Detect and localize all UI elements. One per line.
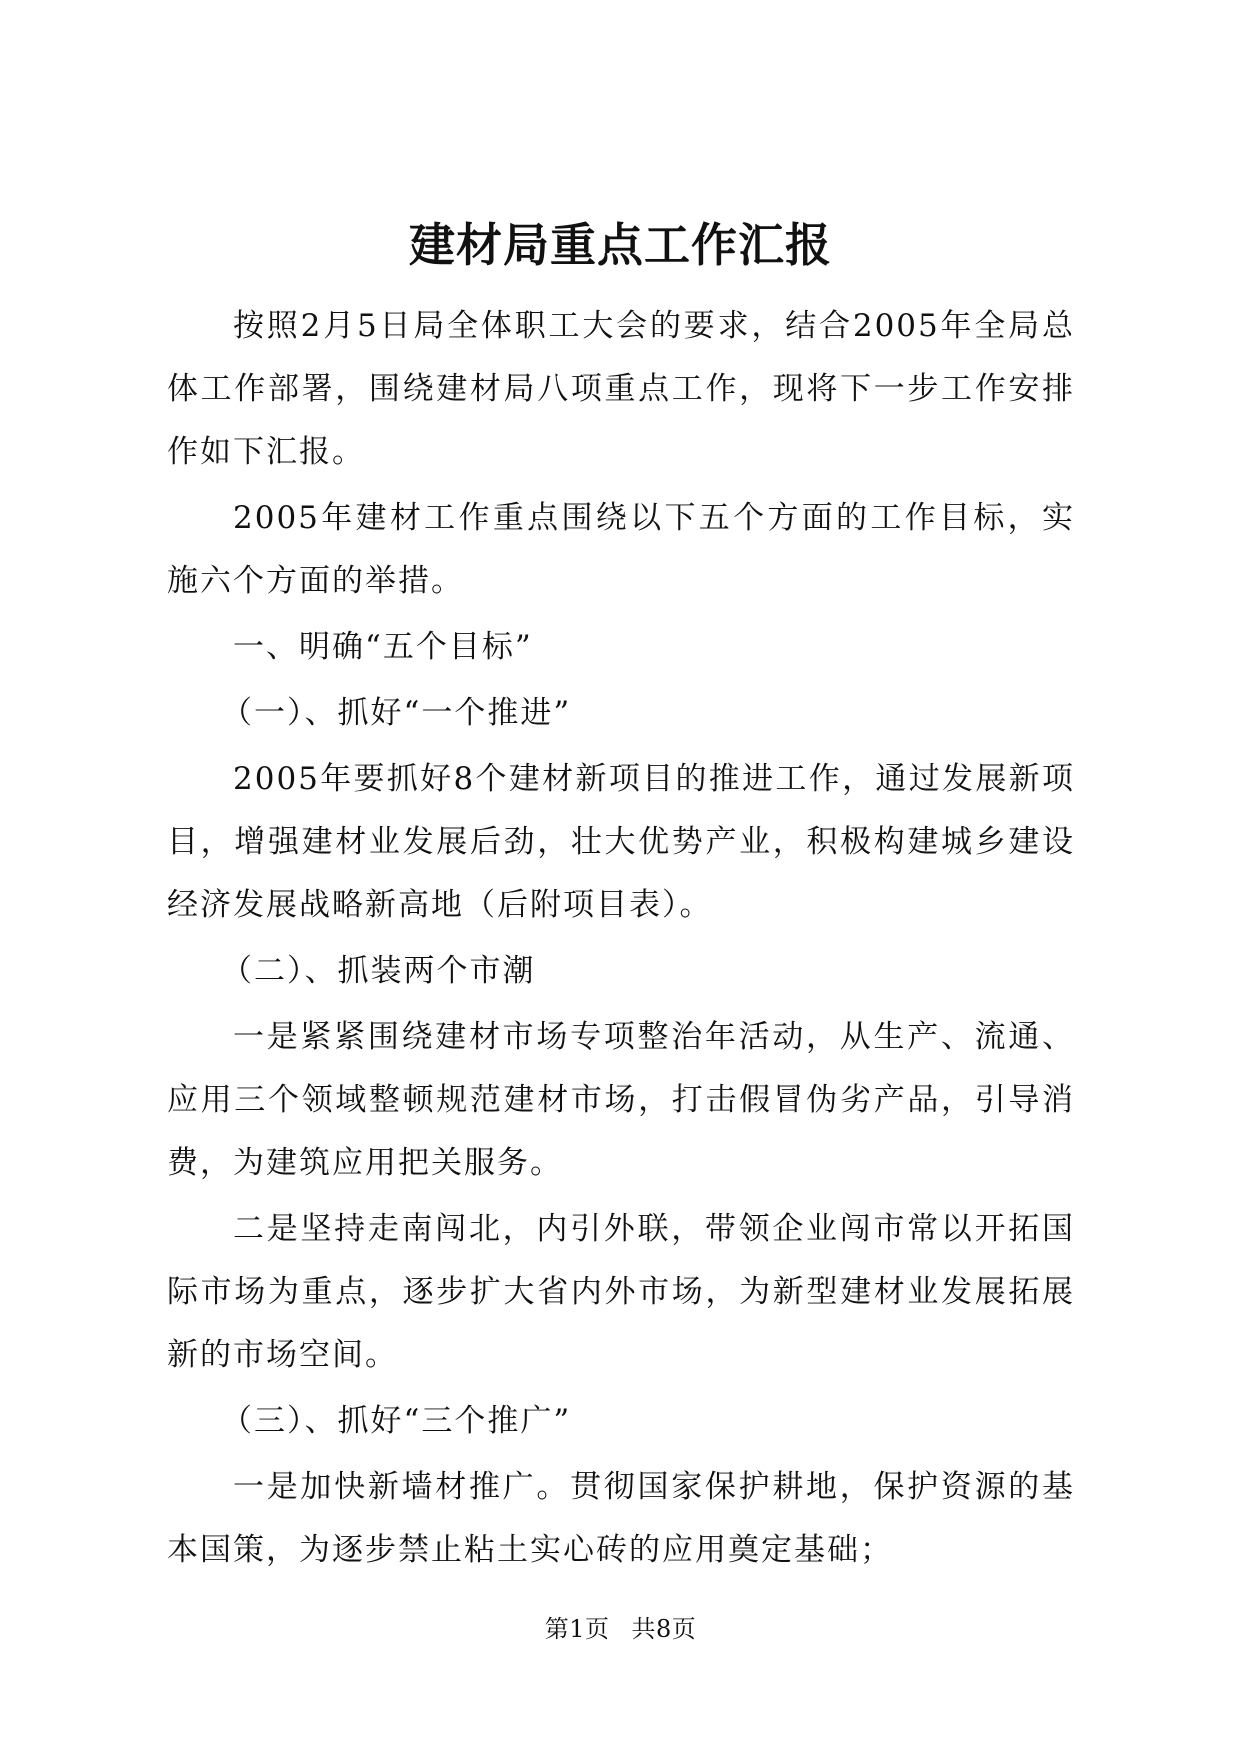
subsection-heading-2: （二）、抓装两个市潮 bbox=[221, 953, 536, 989]
page-number: 第1页 bbox=[544, 1615, 610, 1643]
page-total: 共8页 bbox=[631, 1615, 697, 1643]
subsection-heading-3: （三）、抓好“三个推广” bbox=[221, 1403, 572, 1439]
paragraph-overview: 2005年建材工作重点围绕以下五个方面的工作目标，实施六个方面的举措。 bbox=[167, 500, 1075, 599]
paragraph-promotion-1: 一是加快新墙材推广。贯彻国家保护耕地，保护资源的基本国策，为逐步禁止粘土实心砖的应用奠定基础； bbox=[167, 1469, 1075, 1568]
page-footer bbox=[0, 1614, 1241, 1644]
paragraph-market-2: 二是坚持走南闯北，内引外联，带领企业闯市常以开拓国际市场为重点，逐步扩大省内外市场，为新型建材业发展拓展新的市场空间。 bbox=[167, 1211, 1075, 1373]
section-heading-1: 一、明确“五个目标” bbox=[233, 629, 533, 665]
paragraph-projects: 2005年要抓好8个建材新项目的推进工作，通过发展新项目，增强建材业发展后劲，壮大优势产业，积极构建城乡建设经济发展战略新高地（后附项目表）。 bbox=[167, 761, 1075, 923]
paragraph-intro: 按照2月5日局全体职工大会的要求，结合2005年全局总体工作部署，围绕建材局八项重点工作，现将下一步工作安排作如下汇报。 bbox=[167, 308, 1075, 470]
paragraph-market-1: 一是紧紧围绕建材市场专项整治年活动，从生产、流通、应用三个领域整顿规范建材市场，打击假冒伪劣产品，引导消费，为建筑应用把关服务。 bbox=[167, 1019, 1075, 1181]
subsection-heading-1: （一）、抓好“一个推进” bbox=[221, 695, 572, 731]
document-title: 建材局重点工作汇报 bbox=[409, 218, 832, 272]
document-body bbox=[167, 295, 1075, 1582]
